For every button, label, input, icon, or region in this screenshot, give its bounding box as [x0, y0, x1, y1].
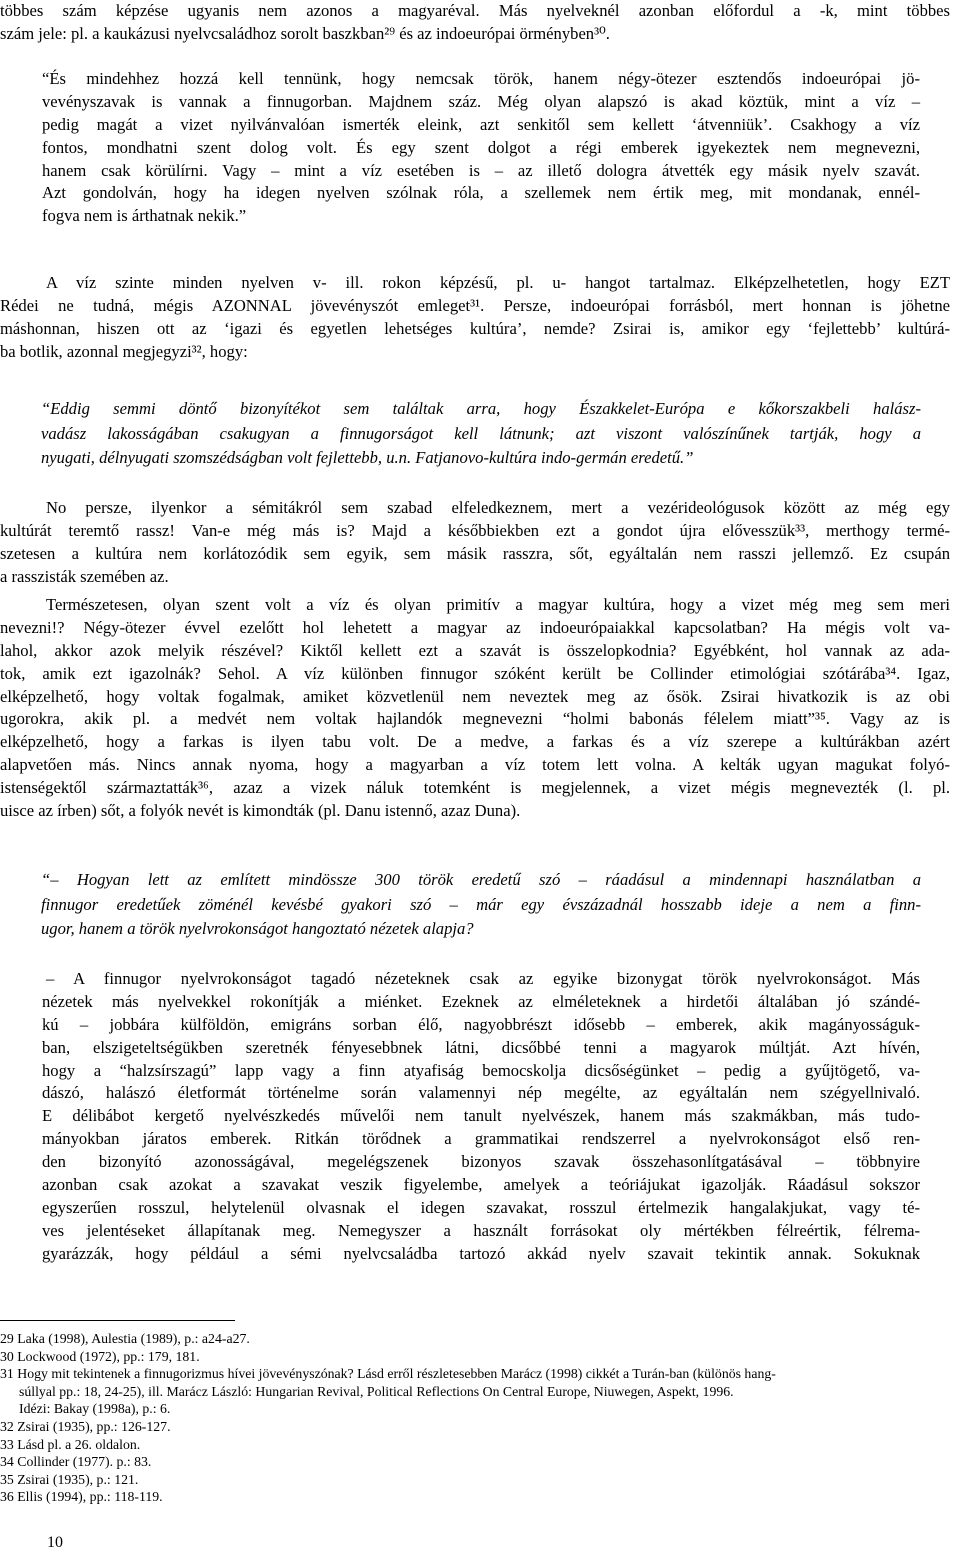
footnote: 36 Ellis (1994), pp.: 118-119. — [0, 1489, 163, 1505]
text-line: a rasszisták szemében az. — [0, 566, 169, 586]
text-line: elképzelhető, hogy a farkas is ilyen tabu volt. De a medve, a farkas és a víz szerepe a kultúrákban azért — [0, 732, 950, 752]
paragraph-6 — [42, 968, 920, 1266]
footnote-separator — [0, 1320, 235, 1321]
paragraph-3 — [0, 272, 950, 364]
text-line: Azt gondolván, hogy ha idegen nyelven szólnak róla, a szellemek nem értik meg, mit mondanak, ennél- — [42, 183, 920, 203]
text-line: istenségektől származtatták³⁶, azaz a vizek náluk totemként is megjelennek, a vizet mégis megnevezték (l. pl. — [0, 778, 950, 798]
text-line: vadász lakosságában csakugyan a finnugorságot kell látnunk; azt viszont valószínűnek tartják, hogy a — [41, 423, 921, 443]
text-line: elképzelhető, hogy voltak fogalmak, amiket közvetlenül nem neveztek meg az ősök. Zsirai hivatkozik is az obi — [0, 686, 950, 706]
text-line: nézetek más nyelvekkel rokonítják a miénket. Ezeknek az elméleteknek a hirdetői általában jó szándé- — [42, 991, 920, 1011]
text-line: mányokban járatos emberek. Ritkán törődnek a grammatikai rendszerrel a nyelvrokonságot első ren- — [42, 1129, 920, 1149]
footnote: 31 Hogy mit tekintenek a finnugorizmus hívei jövevényszónak? Lásd erről részletesebben Marácz (1998) cikkét a Turán-ban (különös hang- — [0, 1366, 776, 1382]
text-line: alapvetően más. Nincs annak nyoma, hogy a magyarban a víz totem lett volna. A kelták ugyan magukat folyó- — [0, 755, 950, 775]
text-line: No persze, ilyenkor a sémitákról sem szabad elfeledkeznem, mert a vezérideológusok között az még egy — [46, 498, 950, 517]
footnote: Idézi: Bakay (1998a), p.: 6. — [19, 1401, 171, 1417]
text-line: finnugor eredetűek zöménél kevésbé gyakori szó – már egy évszázadnál hosszabb ideje a nem a finn- — [41, 894, 921, 914]
text-line: vevényszavak is vannak a finnugorban. Majdnem száz. Még olyan alapszó is akad köztük, mint a víz – — [42, 91, 920, 111]
paragraph-5 — [0, 594, 950, 823]
text-line: ugorokra, akik pl. a medvét nem voltak hajlandók megnevezni “holmi babonás félelem miatt”³⁵. Vagy az is — [0, 709, 950, 729]
text-line: fogva nem is árthatnak nekik.” — [42, 206, 247, 226]
text-line: nyugati, délnyugati szomszédságban volt fejlettebb, u.n. Fatjanovo-kultúra indo-germán eredetű.” — [41, 448, 694, 467]
paragraph-1 — [0, 0, 950, 46]
text-line: “És mindehhez hozzá kell tennünk, hogy nemcsak török, hanem négy-ötezer esztendős indoeurópai jö- — [42, 69, 920, 88]
text-line: hanem csak körülírni. Vagy – mint a víz esetében is – az illető dologra átvették egy másik nyelv szavát. — [42, 160, 920, 180]
text-line: hogy a “halzsírszagú” lapp vagy a finn atyafiság bemocskolja dicsőségünket – pedig a gyűjtögető, va- — [42, 1060, 920, 1080]
paragraph-4 — [0, 497, 950, 589]
text-line: dászó, halászó életformát történelme során valamennyi nép megélte, az egyáltalán nem szégyellnivaló. — [42, 1083, 920, 1103]
text-line: szám jele: pl. a kaukázusi nyelvcsaládhoz sorolt baszkban²⁹ és az indoeurópai örményben³⁰. — [0, 23, 610, 43]
footnote: 35 Zsirai (1935), p.: 121. — [0, 1471, 139, 1487]
text-line: lahol, akkor azok melyik részével? Kiktől kellett ezt a szavát is összelopkodnia? Egyébként, hol vannak az ada- — [0, 640, 950, 660]
text-line: ban, elszigeteltségükben szeretnék fényesebbnek látni, dicsőbbé tenni a magyarok múltját. Azt hívén, — [42, 1037, 920, 1057]
text-line: A víz szinte minden nyelven v- ill. rokon képzésű, pl. u- hangot tartalmaz. Elképzelhetetlen, hogy EZT — [46, 273, 950, 292]
paragraph-2-quote — [42, 68, 920, 228]
footnote: 30 Lockwood (1972), pp.: 179, 181. — [0, 1348, 200, 1364]
footnote: 33 Lásd pl. a 26. oldalon. — [0, 1436, 141, 1452]
block-quote-1 — [41, 397, 921, 471]
text-line: tok, amik ezt igazolnák? Sehol. A víz különben finnugor szóként került be Collinder etimológiai szótárába³⁴. Igaz, — [0, 663, 950, 683]
text-line: “Eddig semmi döntő bizonyítékot sem találtak arra, hogy Északkelet-Európa e kőkorszakbeli halász- — [41, 399, 921, 418]
page-number: 10 — [47, 1534, 63, 1551]
text-line: den bizonyító azonosságával, megelégszenek bizonyos szavak összehasonlítgatásával – többnyire — [42, 1152, 920, 1172]
text-line: ugor, hanem a török nyelvrokonságot hangoztató nézetek alapja? — [41, 919, 474, 938]
footnotes — [0, 1330, 960, 1506]
text-line: E délibábot kergető nyelvészkedés művelői nem tanult nyelvészek, hanem más szakmákban, más tudo- — [42, 1106, 920, 1126]
text-line: máshonnan, hiszen ott az ‘igazi és egyetlen lehetséges kultúra’, nemde? Zsirai is, amikor egy ‘fejlettebb’ kultúrá- — [0, 318, 950, 338]
footnote: 29 Laka (1998), Aulestia (1989), p.: a24-a27. — [0, 1331, 250, 1346]
text-line: azonban csak azokat a szavakat veszik figyelembe, amelyek a teóriájukat igazolják. Ráadásul sokszor — [42, 1175, 920, 1195]
text-line: kú – jobbára külföldön, emigráns sorban élő, nagyobbrészt idősebb – emberek, akik magányosságuk- — [42, 1014, 920, 1034]
text-line: – A finnugor nyelvrokonságot tagadó nézeteknek csak az egyike bizonygat török nyelvrokonságot. Más — [46, 969, 920, 988]
text-line: többes szám képzése ugyanis nem azonos a magyaréval. Más nyelveknél azonban előfordul a -k, mint többes — [0, 1, 950, 20]
text-line: ba botlik, azonnal megjegyzi³², hogy: — [0, 341, 248, 361]
text-line: ves jelentéseket állapítanak meg. Nemegyszer a használt forrásokat oly mértékben félreértik, félrema- — [42, 1220, 920, 1240]
text-line: szetesen a kultúra nem korlátozódik sem egyik, sem másik rasszra, sőt, egyáltalán nem rasszi jellemző. Ez csupán — [0, 543, 950, 563]
footnote: 32 Zsirai (1935), pp.: 126-127. — [0, 1418, 171, 1434]
footnote: 34 Collinder (1977). p.: 83. — [0, 1454, 152, 1470]
text-line: pedig magát a vizet nyilvánvalóan ismerték eleink, azt senkitől sem kellett ‘átvenniük’. Csakhogy a víz — [42, 114, 920, 134]
footnote: súllyal pp.: 18, 24-25), ill. Marácz László: Hungarian Revival, Political Reflections On Central Europe, Niuwegen, Aspekt, 1996. — [19, 1383, 734, 1399]
text-line: kultúrát teremtő rassz! Van-e még más is? Majd a későbbiekben ezt a gondot újra elővesszük³³, merthogy termé- — [0, 520, 950, 540]
text-line: gyarázzák, hogy például a sémi nyelvcsaládba tartozó akkád nyelv szavait tekintik annak. Sokuknak — [42, 1243, 920, 1263]
text-line: fontos, mondhatni szent dolog volt. És egy szent dolgot a régi emberek igyekeztek nem megnevezni, — [42, 137, 920, 157]
text-line: “– Hogyan lett az említett mindössze 300 török eredetű szó – ráadásul a mindennapi használatban a — [41, 870, 921, 889]
block-quote-2 — [41, 868, 921, 942]
text-line: uisce az írben) sőt, a folyók nevét is kimondták (pl. Danu istennő, azaz Duna). — [0, 801, 521, 821]
text-line: egyszerűen rosszul, helytelenül olvasnak el idegen szavakat, rosszul értelmezik hangalakjukat, vagy té- — [42, 1197, 920, 1217]
text-line: Rédei ne tudná, mégis AZONNAL jövevényszót emleget³¹. Persze, indoeurópai forrásból, mert honnan is jöhetne — [0, 295, 950, 315]
text-line: Természetesen, olyan szent volt a víz és olyan primitív a magyar kultúra, hogy a vizet még meg sem meri — [46, 595, 950, 614]
text-line: nevezni!? Négy-ötezer évvel ezelőtt hol lehetett a magyar az indoeurópaiakkal kapcsolatban? Ha mégis volt va- — [0, 617, 950, 637]
